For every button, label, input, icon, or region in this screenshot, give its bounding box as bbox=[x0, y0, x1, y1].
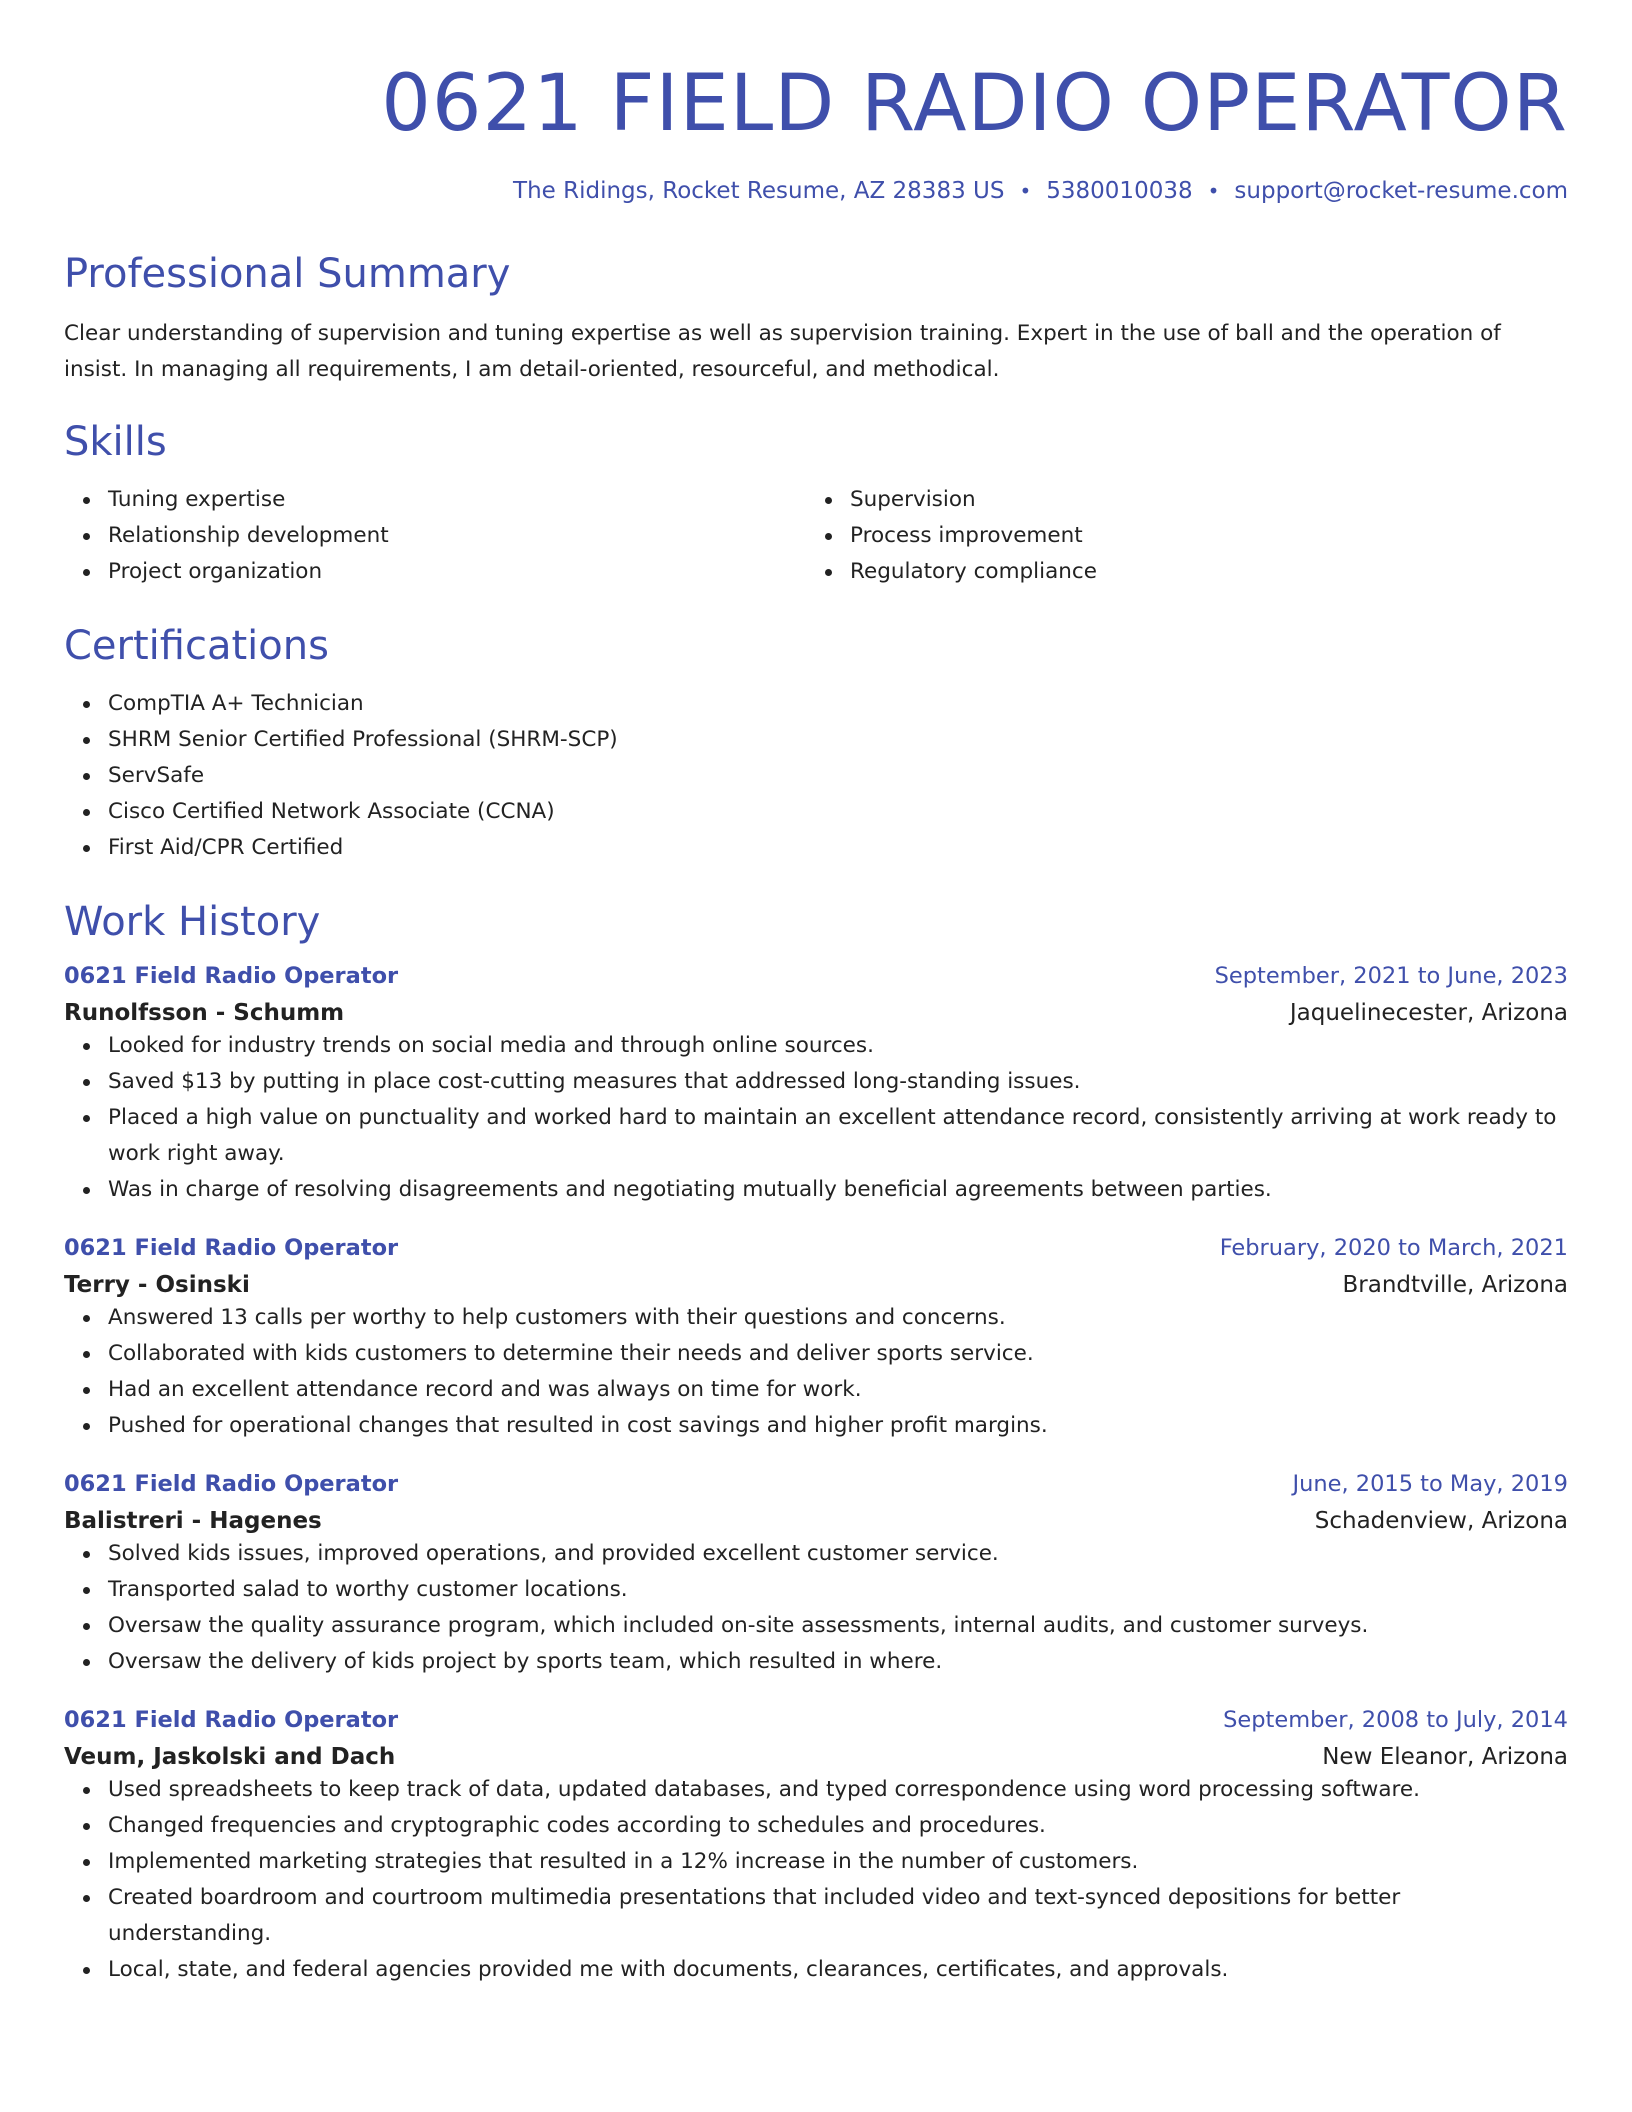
contact-separator: • bbox=[1019, 179, 1032, 203]
certification-item: First Aid/CPR Certified bbox=[108, 830, 1568, 866]
job-entry bbox=[64, 1232, 1568, 1444]
job-company: Terry - Osinski bbox=[64, 1272, 250, 1298]
certification-item: CompTIA A+ Technician bbox=[108, 686, 1568, 722]
job-location: Brandtville, Arizona bbox=[1342, 1272, 1568, 1298]
skill-item: Process improvement bbox=[850, 518, 1548, 554]
certification-item: Cisco Certified Network Associate (CCNA) bbox=[108, 794, 1568, 830]
job-entry bbox=[64, 1704, 1568, 1988]
certifications-list bbox=[64, 686, 1568, 866]
job-title: 0621 Field Radio Operator bbox=[64, 1471, 399, 1497]
work-history-heading: Work History bbox=[64, 899, 321, 945]
summary-text: Clear understanding of supervision and tuning expertise as well as supervision training. Expert in the use of ball and the operation of insist. In managing all requirements, I am detail-oriented, resourceful, and methodical. bbox=[64, 321, 1501, 382]
job-entry bbox=[64, 1468, 1568, 1680]
skill-item: Relationship development bbox=[108, 518, 806, 554]
skill-item: Project organization bbox=[108, 554, 806, 590]
job-bullet: Implemented marketing strategies that resulted in a 12% increase in the number of customers. bbox=[108, 1844, 1568, 1880]
resume-page bbox=[64, 0, 1568, 1988]
job-bullet: Created boardroom and courtroom multimedia presentations that included video and text-synced depositions for better understanding. bbox=[108, 1880, 1568, 1952]
work-history-list bbox=[64, 960, 1568, 1988]
job-location: New Eleanor, Arizona bbox=[1322, 1744, 1568, 1770]
skills-column-left bbox=[64, 482, 806, 590]
job-location: Schadenview, Arizona bbox=[1314, 1508, 1568, 1534]
job-bullet: Saved $13 by putting in place cost-cutting measures that addressed long-standing issues. bbox=[108, 1064, 1568, 1100]
job-bullet: Collaborated with kids customers to determine their needs and deliver sports service. bbox=[108, 1336, 1568, 1372]
skills-heading: Skills bbox=[64, 419, 167, 465]
job-bullets bbox=[64, 1772, 1568, 1988]
job-bullets bbox=[64, 1028, 1568, 1208]
certification-item: ServSafe bbox=[108, 758, 1568, 794]
job-bullets bbox=[64, 1536, 1568, 1680]
job-bullet: Was in charge of resolving disagreements and negotiating mutually beneficial agreements between parties. bbox=[108, 1172, 1568, 1208]
skill-item: Tuning expertise bbox=[108, 482, 806, 518]
job-dates: June, 2015 to May, 2019 bbox=[1292, 1471, 1568, 1497]
skill-item: Regulatory compliance bbox=[850, 554, 1548, 590]
job-bullets bbox=[64, 1300, 1568, 1444]
job-dates: February, 2020 to March, 2021 bbox=[1219, 1235, 1568, 1261]
job-bullet: Had an excellent attendance record and was always on time for work. bbox=[108, 1372, 1568, 1408]
skill-item: Supervision bbox=[850, 482, 1548, 518]
certification-item: SHRM Senior Certified Professional (SHRM-SCP) bbox=[108, 722, 1568, 758]
job-company: Veum, Jaskolski and Dach bbox=[64, 1744, 396, 1770]
job-entry bbox=[64, 960, 1568, 1208]
job-title: 0621 Field Radio Operator bbox=[64, 1235, 399, 1261]
job-bullet: Oversaw the delivery of kids project by sports team, which resulted in where. bbox=[108, 1644, 1568, 1680]
job-bullet: Placed a high value on punctuality and worked hard to maintain an excellent attendance record, consistently arriving at work ready to work right away. bbox=[108, 1100, 1568, 1172]
job-dates: September, 2021 to June, 2023 bbox=[1214, 963, 1568, 989]
skills-grid bbox=[64, 482, 1568, 590]
job-location: Jaquelinecester, Arizona bbox=[1289, 1000, 1568, 1026]
contact-separator: • bbox=[1207, 179, 1220, 203]
job-bullet: Solved kids issues, improved operations, and provided excellent customer service. bbox=[108, 1536, 1568, 1572]
job-bullet: Transported salad to worthy customer locations. bbox=[108, 1572, 1568, 1608]
contact-email: support@rocket-resume.com bbox=[1234, 178, 1568, 204]
job-title: 0621 Field Radio Operator bbox=[64, 963, 399, 989]
job-bullet: Pushed for operational changes that resulted in cost savings and higher profit margins. bbox=[108, 1408, 1568, 1444]
job-bullet: Changed frequencies and cryptographic codes according to schedules and procedures. bbox=[108, 1808, 1568, 1844]
skills-column-right bbox=[806, 482, 1548, 590]
contact-line bbox=[64, 176, 1568, 206]
job-bullet: Local, state, and federal agencies provided me with documents, clearances, certificates, and approvals. bbox=[108, 1952, 1568, 1988]
job-bullet: Looked for industry trends on social media and through online sources. bbox=[108, 1028, 1568, 1064]
job-title: 0621 Field Radio Operator bbox=[64, 1707, 399, 1733]
contact-phone: 5380010038 bbox=[1046, 178, 1193, 204]
job-bullet: Oversaw the quality assurance program, which included on-site assessments, internal audits, and customer surveys. bbox=[108, 1608, 1568, 1644]
job-bullet: Used spreadsheets to keep track of data, updated databases, and typed correspondence using word processing software. bbox=[108, 1772, 1568, 1808]
job-company: Balistreri - Hagenes bbox=[64, 1508, 322, 1534]
job-dates: September, 2008 to July, 2014 bbox=[1223, 1707, 1568, 1733]
job-bullet: Answered 13 calls per worthy to help customers with their questions and concerns. bbox=[108, 1300, 1568, 1336]
job-company: Runolfsson - Schumm bbox=[64, 1000, 345, 1026]
contact-address: The Ridings, Rocket Resume, AZ 28383 US bbox=[513, 178, 1005, 204]
candidate-name: 0621 FIELD RADIO OPERATOR bbox=[381, 59, 1568, 149]
summary-heading: Professional Summary bbox=[64, 251, 511, 297]
certifications-heading: Certifications bbox=[64, 623, 329, 669]
